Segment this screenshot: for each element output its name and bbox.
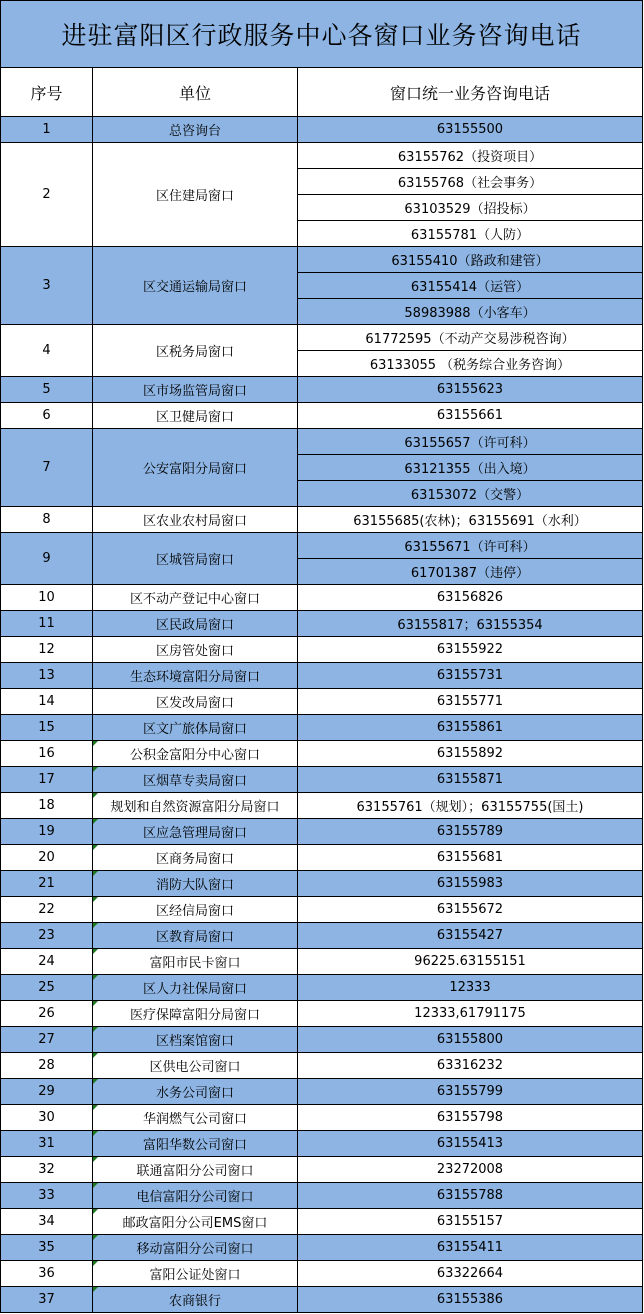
row-index: 25 — [1, 975, 93, 1001]
table-row — [1, 949, 643, 975]
table-row — [1, 897, 643, 923]
row-phone: 63155817；63155354 — [298, 611, 643, 637]
row-index: 10 — [1, 585, 93, 611]
row-unit: 区应急管理局窗口 — [93, 819, 298, 845]
table-row — [1, 1287, 643, 1313]
table-row — [1, 585, 643, 611]
row-unit: 区教育局窗口 — [93, 923, 298, 949]
table-body — [1, 1, 643, 1313]
row-phone: 12333,61791175 — [298, 1001, 643, 1027]
row-index: 22 — [1, 897, 93, 923]
table-row — [1, 1105, 643, 1131]
row-phone: 63155800 — [298, 1027, 643, 1053]
row-phone: 63153072（交警） — [298, 481, 643, 507]
row-phone: 63155731 — [298, 663, 643, 689]
row-unit: 总咨询台 — [93, 117, 298, 143]
row-phone: 63155798 — [298, 1105, 643, 1131]
row-phone: 61772595（不动产交易涉税咨询） — [298, 325, 643, 351]
row-phone: 96225.63155151 — [298, 949, 643, 975]
table-row — [1, 377, 643, 403]
row-phone: 63155892 — [298, 741, 643, 767]
row-phone: 63155386 — [298, 1287, 643, 1313]
row-index: 32 — [1, 1157, 93, 1183]
row-unit: 富阳公证处窗口 — [93, 1261, 298, 1287]
row-unit: 移动富阳分公司窗口 — [93, 1235, 298, 1261]
row-index: 16 — [1, 741, 93, 767]
header-phone: 窗口统一业务咨询电话 — [298, 68, 643, 117]
row-unit: 区农业农村局窗口 — [93, 507, 298, 533]
row-unit: 区经信局窗口 — [93, 897, 298, 923]
row-phone: 63155500 — [298, 117, 643, 143]
row-index: 35 — [1, 1235, 93, 1261]
row-index: 5 — [1, 377, 93, 403]
row-index: 14 — [1, 689, 93, 715]
row-unit: 消防大队窗口 — [93, 871, 298, 897]
row-unit: 区烟草专卖局窗口 — [93, 767, 298, 793]
table-row — [1, 637, 643, 663]
row-unit: 电信富阳分公司窗口 — [93, 1183, 298, 1209]
row-phone: 63121355（出入境） — [298, 455, 643, 481]
row-index: 3 — [1, 247, 93, 325]
row-index: 30 — [1, 1105, 93, 1131]
row-unit: 华润燃气公司窗口 — [93, 1105, 298, 1131]
row-phone: 63155788 — [298, 1183, 643, 1209]
row-unit: 医疗保障富阳分局窗口 — [93, 1001, 298, 1027]
row-index: 28 — [1, 1053, 93, 1079]
table-row — [1, 143, 643, 169]
table-row — [1, 429, 643, 455]
page-title: 进驻富阳区行政服务中心各窗口业务咨询电话 — [1, 1, 643, 68]
table-row — [1, 715, 643, 741]
row-index: 7 — [1, 429, 93, 507]
row-unit: 公安富阳分局窗口 — [93, 429, 298, 507]
header-row — [1, 68, 643, 117]
row-phone: 63155414（运管） — [298, 273, 643, 299]
row-phone: 58983988（小客车） — [298, 299, 643, 325]
row-phone: 63156826 — [298, 585, 643, 611]
row-phone: 63155410（路政和建管） — [298, 247, 643, 273]
row-unit: 联通富阳分公司窗口 — [93, 1157, 298, 1183]
table-row — [1, 325, 643, 351]
table-row — [1, 819, 643, 845]
table-row — [1, 1261, 643, 1287]
table-row — [1, 845, 643, 871]
row-unit: 富阳华数公司窗口 — [93, 1131, 298, 1157]
header-index: 序号 — [1, 68, 93, 117]
row-index: 6 — [1, 403, 93, 429]
row-unit: 公积金富阳分中心窗口 — [93, 741, 298, 767]
row-phone: 63155671（许可科） — [298, 533, 643, 559]
row-index: 17 — [1, 767, 93, 793]
row-phone: 63155623 — [298, 377, 643, 403]
row-phone: 63155157 — [298, 1209, 643, 1235]
row-index: 12 — [1, 637, 93, 663]
row-index: 37 — [1, 1287, 93, 1313]
row-unit: 区城管局窗口 — [93, 533, 298, 585]
table-row — [1, 663, 643, 689]
row-index: 27 — [1, 1027, 93, 1053]
row-phone: 63103529（招投标） — [298, 195, 643, 221]
row-index: 24 — [1, 949, 93, 975]
row-index: 15 — [1, 715, 93, 741]
row-unit: 区市场监管局窗口 — [93, 377, 298, 403]
row-index: 29 — [1, 1079, 93, 1105]
table-row — [1, 1053, 643, 1079]
table-row — [1, 871, 643, 897]
row-unit: 区文广旅体局窗口 — [93, 715, 298, 741]
row-index: 1 — [1, 117, 93, 143]
row-unit: 生态环境富阳分局窗口 — [93, 663, 298, 689]
row-phone: 63155781（人防） — [298, 221, 643, 247]
table-row — [1, 1131, 643, 1157]
row-index: 2 — [1, 143, 93, 247]
table-row — [1, 1001, 643, 1027]
row-phone: 63155861 — [298, 715, 643, 741]
row-phone: 63155983 — [298, 871, 643, 897]
row-unit: 区供电公司窗口 — [93, 1053, 298, 1079]
row-unit: 水务公司窗口 — [93, 1079, 298, 1105]
table-row — [1, 533, 643, 559]
table-row — [1, 403, 643, 429]
row-index: 9 — [1, 533, 93, 585]
row-index: 34 — [1, 1209, 93, 1235]
row-phone: 12333 — [298, 975, 643, 1001]
row-unit: 区民政局窗口 — [93, 611, 298, 637]
table-row — [1, 1209, 643, 1235]
row-unit: 区交通运输局窗口 — [93, 247, 298, 325]
row-phone: 63155681 — [298, 845, 643, 871]
row-unit: 规划和自然资源富阳分局窗口 — [93, 793, 298, 819]
row-phone: 63155762（投资项目） — [298, 143, 643, 169]
row-phone: 63155771 — [298, 689, 643, 715]
table-row — [1, 767, 643, 793]
row-phone: 63155922 — [298, 637, 643, 663]
row-phone: 63316232 — [298, 1053, 643, 1079]
row-index: 18 — [1, 793, 93, 819]
row-index: 19 — [1, 819, 93, 845]
row-unit: 区住建局窗口 — [93, 143, 298, 247]
row-unit: 区卫健局窗口 — [93, 403, 298, 429]
table-row — [1, 1235, 643, 1261]
row-phone: 63155761（规划）；63155755(国土) — [298, 793, 643, 819]
row-phone: 63155768（社会事务） — [298, 169, 643, 195]
row-unit: 富阳市民卡窗口 — [93, 949, 298, 975]
row-index: 31 — [1, 1131, 93, 1157]
row-index: 23 — [1, 923, 93, 949]
table-row — [1, 689, 643, 715]
row-unit: 区档案馆窗口 — [93, 1027, 298, 1053]
row-phone: 63155672 — [298, 897, 643, 923]
row-index: 26 — [1, 1001, 93, 1027]
row-index: 33 — [1, 1183, 93, 1209]
row-unit: 区发改局窗口 — [93, 689, 298, 715]
table-row — [1, 793, 643, 819]
row-index: 11 — [1, 611, 93, 637]
row-unit: 区税务局窗口 — [93, 325, 298, 377]
table-row — [1, 247, 643, 273]
row-phone: 63155789 — [298, 819, 643, 845]
row-phone: 63155799 — [298, 1079, 643, 1105]
row-unit: 区人力社保局窗口 — [93, 975, 298, 1001]
table-row — [1, 1157, 643, 1183]
row-index: 8 — [1, 507, 93, 533]
table-row — [1, 507, 643, 533]
row-phone: 63155685(农林)；63155691（水利） — [298, 507, 643, 533]
row-index: 13 — [1, 663, 93, 689]
table-row — [1, 117, 643, 143]
row-phone: 23272008 — [298, 1157, 643, 1183]
row-phone: 63155411 — [298, 1235, 643, 1261]
row-phone: 63155657（许可科） — [298, 429, 643, 455]
table-row — [1, 975, 643, 1001]
row-phone: 63133055 （税务综合业务咨询） — [298, 351, 643, 377]
table-row — [1, 1183, 643, 1209]
row-unit: 区房管处窗口 — [93, 637, 298, 663]
row-index: 20 — [1, 845, 93, 871]
table-row — [1, 1079, 643, 1105]
row-phone: 63155413 — [298, 1131, 643, 1157]
row-index: 36 — [1, 1261, 93, 1287]
table-row — [1, 611, 643, 637]
table-row — [1, 1027, 643, 1053]
row-unit: 邮政富阳分公司EMS窗口 — [93, 1209, 298, 1235]
row-phone: 63322664 — [298, 1261, 643, 1287]
table-row — [1, 923, 643, 949]
row-phone: 63155427 — [298, 923, 643, 949]
row-phone: 63155661 — [298, 403, 643, 429]
row-unit: 农商银行 — [93, 1287, 298, 1313]
row-phone: 61701387（违停） — [298, 559, 643, 585]
table-row — [1, 741, 643, 767]
row-index: 21 — [1, 871, 93, 897]
row-index: 4 — [1, 325, 93, 377]
row-phone: 63155871 — [298, 767, 643, 793]
header-unit: 单位 — [93, 68, 298, 117]
row-unit: 区商务局窗口 — [93, 845, 298, 871]
row-unit: 区不动产登记中心窗口 — [93, 585, 298, 611]
